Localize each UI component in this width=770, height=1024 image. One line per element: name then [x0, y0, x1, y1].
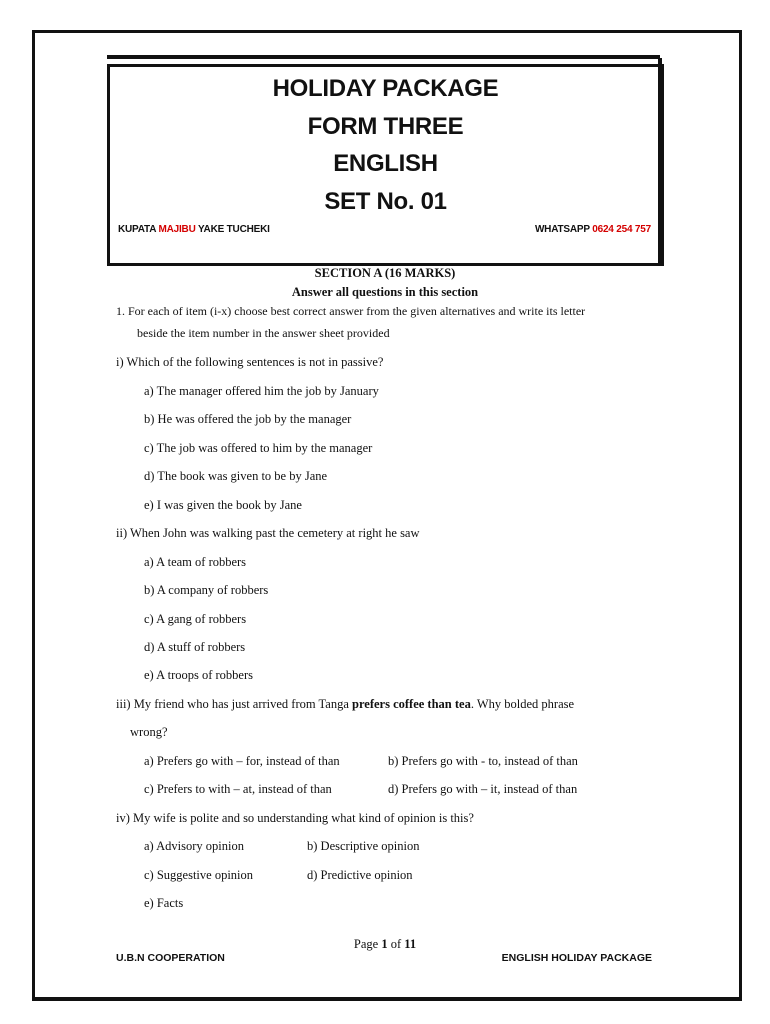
header-set: SET No. 01	[324, 188, 447, 215]
header-subject: ENGLISH	[333, 150, 438, 177]
question-i-stem: i) Which of the following sentences is not in passive?	[116, 355, 384, 369]
question-ii-option: c) A gang of robbers	[144, 612, 247, 626]
question-1-line2: beside the item number in the answer sheet provided	[137, 326, 390, 340]
question-iii-option: c) Prefers to with – at, instead of than	[144, 782, 332, 796]
question-ii-option: b) A company of robbers	[144, 583, 269, 597]
question-ii-option: d) A stuff of robbers	[144, 640, 246, 654]
header-whatsapp: WHATSAPP 0624 254 757	[534, 224, 651, 235]
section-title: SECTION A (16 MARKS)	[314, 266, 456, 280]
question-iii-option: d) Prefers go with – it, instead of than	[388, 782, 578, 796]
question-iv-stem: iv) My wife is polite and so understanding what kind of opinion is this?	[116, 811, 474, 825]
footer-right: ENGLISH HOLIDAY PACKAGE	[501, 952, 652, 964]
header-box	[107, 64, 664, 266]
header-top-bar	[107, 55, 660, 59]
question-iii-stem-cont: wrong?	[130, 725, 168, 739]
question-i-option: c) The job was offered to him by the manager	[144, 441, 373, 455]
question-1-line1: 1. For each of item (i-x) choose best correct answer from the given alternatives and write its letter	[116, 304, 586, 318]
question-iv-option: b) Descriptive opinion	[307, 839, 420, 853]
question-i-option: e) I was given the book by Jane	[144, 498, 302, 512]
header-left-note: KUPATA MAJIBU YAKE TUCHEKI	[118, 224, 270, 235]
header-title: HOLIDAY PACKAGE	[272, 75, 499, 102]
question-iii-option: a) Prefers go with – for, instead of than	[144, 754, 340, 768]
footer-left: U.B.N COOPERATION	[116, 952, 225, 964]
question-i-option: b) He was offered the job by the manager	[144, 412, 352, 426]
question-ii-option: e) A troops of robbers	[144, 668, 254, 682]
question-iii-option: b) Prefers go with - to, instead of than	[388, 754, 578, 768]
question-i-option: a) The manager offered him the job by January	[144, 384, 379, 398]
question-iv-option: d) Predictive opinion	[307, 868, 413, 882]
question-iv-option: c) Suggestive opinion	[144, 868, 254, 882]
question-iv-option: e) Facts	[144, 896, 184, 910]
header-form: FORM THREE	[307, 113, 464, 140]
bolded-phrase: prefers coffee than tea	[352, 697, 471, 711]
question-ii-stem: ii) When John was walking past the cemetery at right he saw	[116, 526, 420, 540]
page-number: Page 1 of 11	[353, 937, 417, 951]
question-iii-stem: iii) My friend who has just arrived from Tanga prefers coffee than tea. Why bolded phrase	[116, 697, 575, 711]
question-iv-option: a) Advisory opinion	[144, 839, 244, 853]
section-instruction: Answer all questions in this section	[291, 285, 479, 299]
question-i-option: d) The book was given to be by Jane	[144, 469, 328, 483]
question-ii-option: a) A team of robbers	[144, 555, 247, 569]
